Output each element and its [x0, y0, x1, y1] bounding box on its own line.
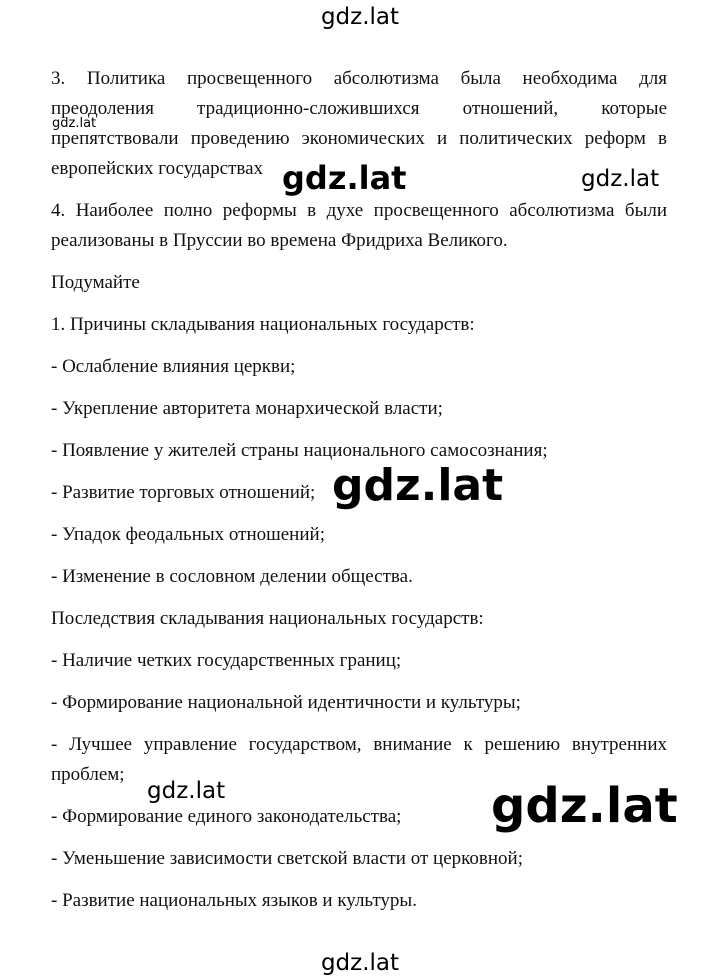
consequence-item: - Формирование единого законодательства; — [51, 806, 402, 827]
cause-item: - Ослабление влияния церкви; — [51, 356, 296, 377]
cause-item: - Развитие торговых отношений; — [51, 482, 316, 503]
watermark-header: gdz.lat — [320, 4, 400, 30]
cause-item: - Изменение в сословном делении общества. — [51, 566, 413, 587]
watermark: gdz.lat — [147, 778, 226, 804]
think-heading: Подумайте — [51, 272, 140, 293]
answer-3-paragraph: 3. Политика просвещенного абсолютизма была необходима для преодоления традиционно-сложившихся отношений, которые препятствовали проведению экономических и политических реформ в европейских государствах — [51, 68, 667, 179]
causes-heading: 1. Причины складывания национальных государств: — [51, 314, 475, 335]
watermark: gdz.lat — [581, 166, 660, 192]
watermark-small: gdz.lat — [52, 116, 97, 131]
consequence-item: - Развитие национальных языков и культуры. — [51, 890, 417, 911]
answer-4-paragraph: 4. Наиболее полно реформы в духе просвещенного абсолютизма были реализованы в Пруссии во времена Фридриха Великого. — [51, 200, 667, 251]
consequence-item: - Уменьшение зависимости светской власти от церковной; — [51, 848, 523, 869]
cause-item: - Укрепление авторитета монархической власти; — [51, 398, 443, 419]
consequences-heading: Последствия складывания национальных государств: — [51, 608, 484, 629]
cause-item: - Появление у жителей страны национального самосознания; — [51, 440, 548, 461]
watermark-footer: gdz.lat — [320, 950, 400, 976]
watermark-bold-large: gdz.lat — [491, 778, 678, 834]
cause-item: - Упадок феодальных отношений; — [51, 524, 325, 545]
watermark-bold-large: gdz.lat — [332, 460, 504, 511]
watermark-bold: gdz.lat — [282, 159, 407, 197]
consequence-item: - Лучшее управление государством, внимание к решению внутренних проблем; — [51, 734, 667, 785]
consequence-item: - Наличие четких государственных границ; — [51, 650, 402, 671]
consequence-item: - Формирование национальной идентичности и культуры; — [51, 692, 521, 713]
